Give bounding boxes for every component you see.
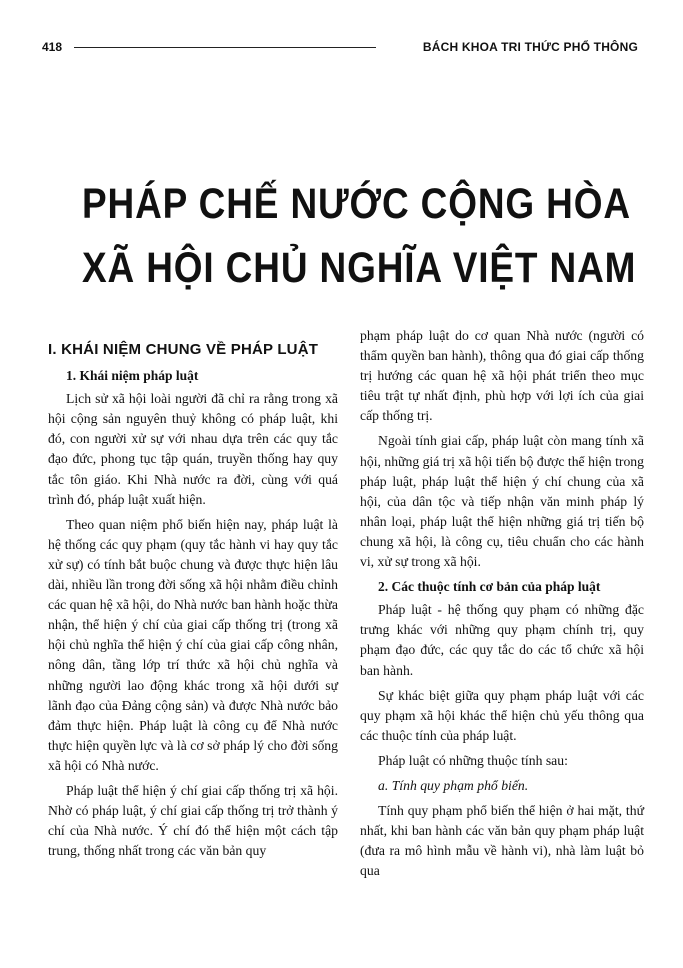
paragraph: Pháp luật có những thuộc tính sau: xyxy=(378,752,568,768)
chapter-title xyxy=(82,172,637,300)
page-number: 418 xyxy=(42,40,63,54)
running-header xyxy=(42,38,638,56)
right-column xyxy=(360,326,644,886)
paragraph: Lịch sử xã hội loài người đã chỉ ra rằng trong xã hội cộng sản nguyên thuỷ không có pháp luật, khi đó, con người xử sự với nhau dựa trên các quy tắc đạo đức, phong tục tập quán, truyền thống hay quy tắc tôn giáo. Khi Nhà nước ra đời, cùng với quá trình đó, pháp luật xuất hiện. xyxy=(48,391,338,507)
paragraph: Pháp luật thể hiện ý chí giai cấp thống trị xã hội. Nhờ có pháp luật, ý chí giai cấp thống trị trở thành ý chí của Nhà nước. Ý chí đó thể hiện một cách tập trung, thống nhất trong các văn bản quy xyxy=(48,782,338,859)
chapter-title-line-1: PHÁP CHẾ NƯỚC CỘNG HÒA xyxy=(82,180,631,228)
book-title: BÁCH KHOA TRI THỨC PHỔ THÔNG xyxy=(422,40,638,54)
section-heading: I. KHÁI NIỆM CHUNG VỀ PHÁP LUẬT xyxy=(48,341,319,358)
header-rule xyxy=(74,47,376,48)
subheading-2: 2. Các thuộc tính cơ bản của pháp luật xyxy=(378,579,601,595)
paragraph: Sự khác biệt giữa quy phạm pháp luật với các quy phạm xã hội khác thể hiện chủ yếu thông qua các thuộc tính của pháp luật. xyxy=(360,687,644,743)
chapter-title-line-2: XÃ HỘI CHỦ NGHĨA VIỆT NAM xyxy=(82,244,637,292)
left-column xyxy=(48,326,338,866)
paragraph: Ngoài tính giai cấp, pháp luật còn mang tính xã hội, những giá trị xã hội tiến bộ được thể hiện trong pháp luật, pháp luật thể hiện ý chí chung của xã hội, của dân tộc và tiếp nhận văn minh pháp lý nhân loại, pháp luật thể hiện những giá trị tiến bộ chung xã hội, là công cụ, tiêu chuẩn cho các hành vi, xử sự trong xã hội. xyxy=(360,433,644,570)
paragraph-continued: phạm pháp luật do cơ quan Nhà nước (người có thẩm quyền ban hành), thông qua đó giai cấp thống trị hướng các quan hệ xã hội phát triển theo mục tiêu trật tự nhất định, phù hợp với lợi ích của giai cấp thống trị. xyxy=(360,328,644,424)
paragraph: Pháp luật - hệ thống quy phạm có những đặc trưng khác với những quy phạm chính trị, quy phạm đạo đức, các quy tắc do các tổ chức xã hội ban hành. xyxy=(360,602,644,678)
subheading-1: 1. Khái niệm pháp luật xyxy=(66,368,199,384)
list-item-a: a. Tính quy phạm phổ biến. xyxy=(378,777,529,793)
paragraph: Tính quy phạm phổ biến thể hiện ở hai mặt, thứ nhất, khi ban hành các văn bản quy phạm pháp luật (đưa ra mô hình mẫu về hành vi), nhà làm luật bỏ qua xyxy=(360,803,644,879)
paragraph: Theo quan niệm phổ biến hiện nay, pháp luật là hệ thống các quy phạm (quy tắc hành vi hay quy tắc xử sự) có tính bắt buộc chung và được thực hiện lâu dài, nhiều lần trong đời sống xã hội nhằm điều chỉnh các quan hệ xã hội, do Nhà nước ban hành hoặc thừa nhận, thể hiện ý chí của giai cấp thống trị (trong xã hội chủ nghĩa thể hiện ý chí của giai cấp công nhân, nông dân, tầng lớp trí thức xã hội chủ nghĩa và những người lao động khác trong xã hội dưới sự lãnh đạo của Đảng cộng sản) và được Nhà nước bảo đảm thực hiện. Pháp luật là công cụ để Nhà nước thực hiện quyền lực và là cơ sở pháp lý cho đời sống xã hội có Nhà nước. xyxy=(48,516,338,773)
